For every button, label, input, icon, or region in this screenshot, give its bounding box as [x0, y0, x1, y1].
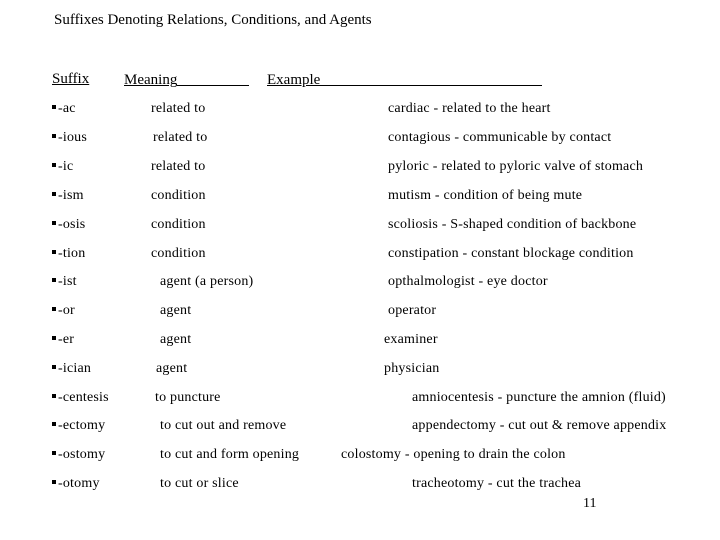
- header-meaning-underline: [177, 71, 249, 86]
- suffix-text: -er: [58, 332, 75, 347]
- bullet-icon: [52, 365, 56, 369]
- header-example-underline: [320, 71, 542, 86]
- example-cell: operator: [388, 303, 437, 318]
- suffix-cell: [52, 332, 74, 348]
- example-cell: tracheotomy - cut the trachea: [412, 476, 582, 491]
- example-cell: cardiac - related to the heart: [388, 101, 551, 116]
- header-example-label: Example: [267, 72, 321, 88]
- meaning-cell: to cut and form opening: [160, 447, 300, 462]
- example-cell: amniocentesis - puncture the amnion (fluid): [412, 390, 666, 405]
- bullet-icon: [52, 105, 56, 109]
- page-number: 11: [583, 496, 597, 511]
- table-row: [0, 361, 720, 390]
- table-row: [0, 217, 720, 246]
- table-row: [0, 476, 720, 505]
- example-cell: contagious - communicable by contact: [388, 130, 612, 145]
- header-example: [267, 71, 542, 89]
- example-cell: examiner: [384, 332, 438, 347]
- table-row: [0, 303, 720, 332]
- meaning-cell: related to: [151, 159, 206, 174]
- suffix-cell: [52, 418, 105, 434]
- meaning-cell: agent: [160, 303, 192, 318]
- table-row: [0, 159, 720, 188]
- suffix-text: -ious: [58, 130, 87, 145]
- suffix-cell: [52, 476, 100, 492]
- suffix-text: -otomy: [58, 476, 100, 491]
- suffix-cell: [52, 246, 85, 262]
- suffix-text: -centesis: [58, 390, 109, 405]
- meaning-cell: agent (a person): [160, 274, 254, 289]
- suffix-text: -ostomy: [58, 447, 106, 462]
- page-title: Suffixes Denoting Relations, Conditions, and Agents: [54, 12, 372, 28]
- bullet-icon: [52, 480, 56, 484]
- header-suffix: Suffix: [52, 71, 90, 87]
- meaning-cell: to cut out and remove: [160, 418, 287, 433]
- meaning-cell: to puncture: [155, 390, 221, 405]
- suffix-text: -ectomy: [58, 418, 106, 433]
- suffix-text: -or: [58, 303, 75, 318]
- example-cell: constipation - constant blockage condition: [388, 246, 634, 261]
- bullet-icon: [52, 221, 56, 225]
- table-row: [0, 332, 720, 361]
- header-meaning: [124, 71, 249, 89]
- suffix-cell: [52, 217, 85, 233]
- header-meaning-label: Meaning: [124, 72, 178, 88]
- bullet-icon: [52, 394, 56, 398]
- meaning-cell: to cut or slice: [160, 476, 239, 491]
- meaning-cell: condition: [151, 188, 206, 203]
- table-row: [0, 390, 720, 419]
- bullet-icon: [52, 451, 56, 455]
- suffix-text: -ic: [58, 159, 74, 174]
- example-cell: opthalmologist - eye doctor: [388, 274, 548, 289]
- meaning-cell: agent: [156, 361, 188, 376]
- table-row: [0, 130, 720, 159]
- suffix-cell: [52, 188, 84, 204]
- table-row: [0, 101, 720, 130]
- bullet-icon: [52, 336, 56, 340]
- suffix-cell: [52, 447, 105, 463]
- example-cell: colostomy - opening to drain the colon: [341, 447, 566, 462]
- example-cell: physician: [384, 361, 440, 376]
- suffix-text: -ism: [58, 188, 84, 203]
- meaning-cell: condition: [151, 246, 206, 261]
- bullet-icon: [52, 307, 56, 311]
- meaning-cell: agent: [160, 332, 192, 347]
- bullet-icon: [52, 163, 56, 167]
- suffix-cell: [52, 390, 109, 406]
- table-row: [0, 246, 720, 275]
- bullet-icon: [52, 134, 56, 138]
- suffix-text: -ist: [58, 274, 77, 289]
- suffix-cell: [52, 274, 77, 290]
- example-cell: pyloric - related to pyloric valve of stomach: [388, 159, 644, 174]
- table-row: [0, 274, 720, 303]
- meaning-cell: condition: [151, 217, 206, 232]
- example-cell: scoliosis - S-shaped condition of backbone: [388, 217, 637, 232]
- example-cell: mutism - condition of being mute: [388, 188, 583, 203]
- suffix-cell: [52, 303, 75, 319]
- suffix-text: -tion: [58, 246, 86, 261]
- example-cell: appendectomy - cut out & remove appendix: [412, 418, 667, 433]
- meaning-cell: related to: [153, 130, 208, 145]
- bullet-icon: [52, 422, 56, 426]
- table-row: [0, 418, 720, 447]
- table-row: [0, 188, 720, 217]
- bullet-icon: [52, 278, 56, 282]
- suffix-cell: [52, 159, 73, 175]
- suffix-text: -ac: [58, 101, 76, 116]
- suffix-text: -ician: [58, 361, 92, 376]
- bullet-icon: [52, 250, 56, 254]
- bullet-icon: [52, 192, 56, 196]
- meaning-cell: related to: [151, 101, 206, 116]
- suffix-cell: [52, 101, 76, 117]
- table-row: [0, 447, 720, 476]
- suffix-cell: [52, 130, 87, 146]
- suffix-cell: [52, 361, 91, 377]
- suffix-text: -osis: [58, 217, 86, 232]
